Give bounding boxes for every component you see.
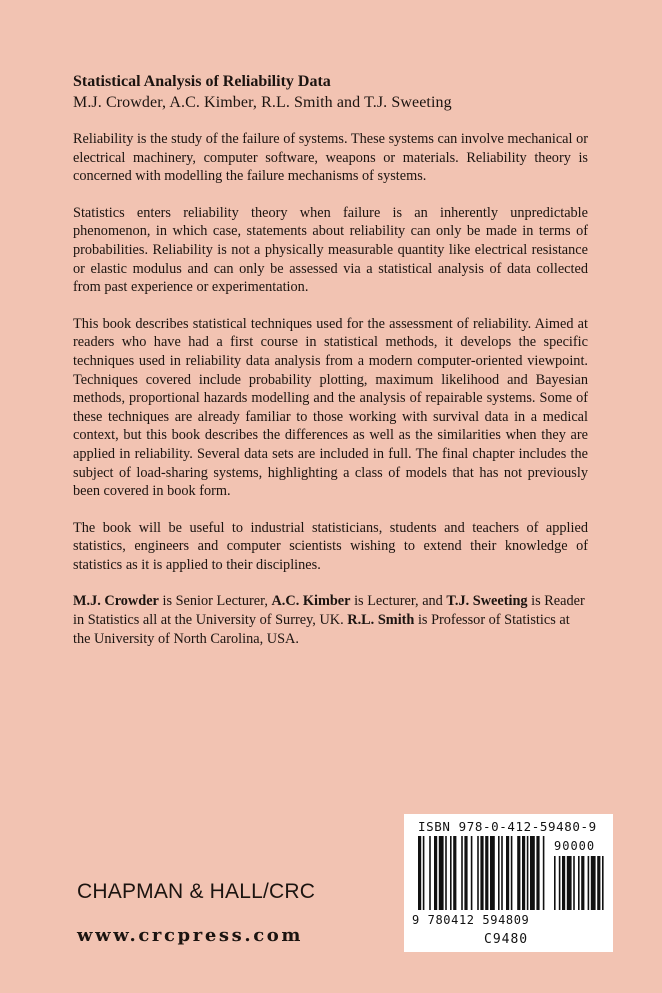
bio-text-4: is Professor of Statistics at the University of North Carolina, USA. xyxy=(73,612,570,647)
barcode-addon-bar xyxy=(562,856,565,910)
publisher-logo: CHAPMAN & HALL/CRC xyxy=(77,880,316,903)
barcode-bar xyxy=(434,836,437,910)
barcode-bar xyxy=(522,836,525,910)
barcode-price-code: 90000 xyxy=(554,839,596,853)
bio-name-kimber: A.C. Kimber xyxy=(271,593,351,610)
barcode-bar xyxy=(477,836,479,910)
barcode-bar xyxy=(536,836,539,910)
barcode-bar xyxy=(445,836,447,910)
barcode-bar xyxy=(450,836,452,910)
catalog-code: C9480 xyxy=(484,932,529,947)
bio-text-2: is Lecturer, and xyxy=(350,593,447,610)
isbn-number: ISBN 978-0-412-59480-9 xyxy=(418,819,597,834)
bio-name-sweeting: T.J. Sweeting xyxy=(446,593,528,610)
barcode-bar xyxy=(418,836,421,910)
barcode-bar xyxy=(480,836,483,910)
barcode-bar xyxy=(530,836,535,910)
publisher-website: www.crcpress.com xyxy=(77,925,304,946)
barcode-addon-bar xyxy=(591,856,596,910)
barcode-addon-bar xyxy=(588,856,590,910)
barcode-bar xyxy=(471,836,473,910)
barcode-addon-bar xyxy=(559,856,561,910)
bio-name-smith: R.L. Smith xyxy=(347,612,415,629)
barcode-addon-bar xyxy=(578,856,580,910)
barcode-bar xyxy=(490,836,495,910)
barcode-addon-bar xyxy=(567,856,572,910)
bio-text-3: is Reader in Statistics all at the University of Surrey, UK. xyxy=(73,593,585,629)
barcode-addon-bar xyxy=(554,856,556,910)
barcode-bar xyxy=(453,836,456,910)
barcode-addon-bar xyxy=(581,856,584,910)
paragraph-intro: Reliability is the study of the failure of systems. These systems can involve mechanical or electrical machinery, computer software, weapons or materials. Reliability theory is concerned with modelling the failure mechanisms of systems. xyxy=(73,131,588,185)
barcode-bar xyxy=(527,836,529,910)
barcode-addon-bar xyxy=(573,856,575,910)
barcode-bar xyxy=(543,836,545,910)
paragraph-statistics: Statistics enters reliability theory when failure is an inherently unpredictable phenomenon, in which case, statements about reliability can only be made in terms of probabilities. Reliability is not a physically measurable quantity like electrical resistance or elastic modulus and can only be assessed via a statistical analysis of data collected from past experience or experimentation. xyxy=(73,204,588,296)
barcode-bar xyxy=(511,836,513,910)
barcode-addon-bar xyxy=(602,856,604,910)
barcode-panel xyxy=(404,814,613,952)
barcode-bar xyxy=(439,836,444,910)
book-title: Statistical Analysis of Reliability Data xyxy=(73,73,331,90)
back-cover-content xyxy=(73,72,588,648)
barcode-bar xyxy=(429,836,431,910)
barcode-bar xyxy=(485,836,488,910)
book-authors: M.J. Crowder, A.C. Kimber, R.L. Smith and T.J. Sweeting xyxy=(73,94,452,111)
barcode-ean-digits: 9 780412 594809 xyxy=(412,913,530,927)
barcode-bar xyxy=(464,836,467,910)
barcode-bar xyxy=(461,836,463,910)
barcode-bar xyxy=(506,836,509,910)
author-bio xyxy=(73,592,588,648)
barcode-addon-bar xyxy=(597,856,600,910)
bio-text-1: is Senior Lecturer, xyxy=(158,593,272,610)
barcode-bar xyxy=(423,836,425,910)
barcode-bar xyxy=(517,836,520,910)
barcode-bar xyxy=(501,836,503,910)
paragraph-description: This book describes statistical techniques used for the assessment of reliability. Aimed at readers who have had a first course in statistical methods, it develops the specific techniques used in reliability data analysis from a modern computer-oriented viewpoint. Techniques covered include probability plotting, maximum likelihood and Bayesian methods, proportional hazards modelling and the analysis of repairable systems. Some of these techniques are already familiar to those working with survival data in a medical context, but this book describes the differences as well as the similarities when they are applied in reliability. Several data sets are included in full. The final chapter includes the subject of load-sharing systems, highlighting a class of models that has not previously been covered in book form. xyxy=(73,315,588,500)
paragraph-audience: The book will be useful to industrial statisticians, students and teachers of applied statistics, engineers and computer scientists wishing to extend their knowledge of statistics as it is applied to their disciplines. xyxy=(73,519,588,573)
bio-name-crowder: M.J. Crowder xyxy=(73,593,159,610)
barcode-bar xyxy=(498,836,500,910)
